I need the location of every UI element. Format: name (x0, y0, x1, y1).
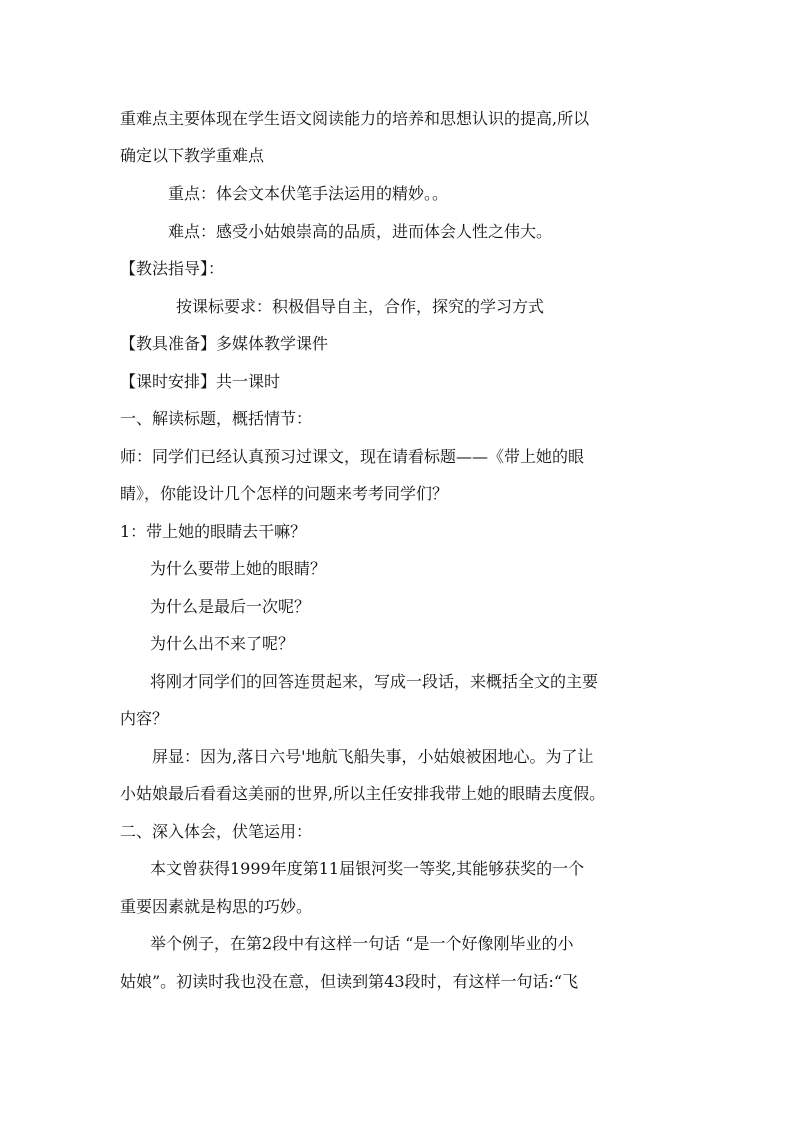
question-line-3: 为什么是最后一次呢？ (150, 597, 311, 616)
text-line-18: 屏显：因为,落日六号'地航飞船失事，小姑娘被困地心。为了让 (152, 747, 594, 766)
question-line-1: 1：带上她的眼睛去干嘛？ (120, 522, 307, 541)
text-line-1: 重难点主要体现在学生语文阅读能力的培养和思想认识的提高,所以 (120, 109, 590, 128)
text-line-6: 按课标要求：积极倡导自主，合作，探究的学习方式 (176, 297, 545, 316)
key-point-line: 重点：体会文本伏笔手法运用的精妙。。 (168, 184, 449, 203)
text-line-10: 师：同学们已经认真预习过课文，现在请看标题——《带上她的眼 (120, 447, 585, 466)
text-line-21: 本文曾获得1999年度第11届银河奖一等奖,其能够获奖的一个 (150, 859, 585, 878)
text-line-17: 内容？ (120, 709, 169, 728)
text-line-2: 确定以下教学重难点 (120, 146, 265, 165)
question-line-4: 为什么出不来了呢？ (150, 634, 295, 653)
question-line-2: 为什么要带上她的眼睛？ (150, 559, 327, 578)
text-line-19: 小姑娘最后看看这美丽的世界,所以主任安排我带上她的眼睛去度假。 (120, 784, 606, 803)
difficult-point-line: 难点：感受小姑娘崇高的品质，进而体会人性之伟大。 (168, 222, 553, 241)
text-line-23: 举个例子，在第2段中有这样一句话 “是一个好像刚毕业的小 (150, 934, 574, 953)
text-line-11: 睛》，你能设计几个怎样的问题来考考同学们？ (120, 484, 449, 503)
part-heading-1: 一、解读标题，概括情节： (120, 409, 313, 428)
text-line-22: 重要因素就是构思的巧妙。 (120, 897, 313, 916)
part-heading-2: 二、深入体会，伏笔运用： (120, 822, 313, 841)
section-heading-schedule: 【课时安排】共一课时 (120, 372, 281, 391)
text-line-16: 将刚才同学们的回答连贯起来，写成一段话，来概括全文的主要 (150, 672, 599, 691)
section-heading-method: 【教法指导】： (120, 259, 225, 278)
text-line-24: 姑娘”。初读时我也没在意，但读到第43段时，有这样一句话:“飞 (120, 972, 579, 991)
section-heading-tools: 【教具准备】多媒体教学课件 (120, 334, 329, 353)
